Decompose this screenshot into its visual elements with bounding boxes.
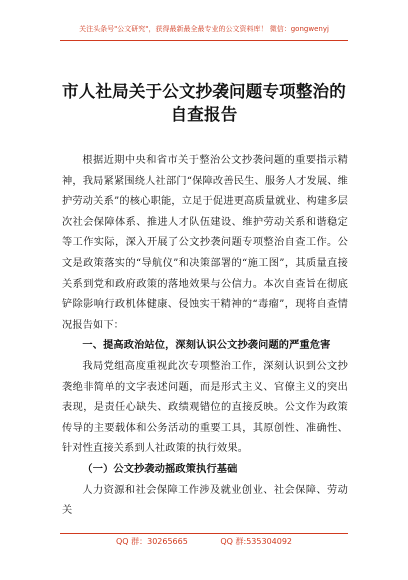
header-divider xyxy=(60,40,348,41)
intro-paragraph: 根据近期中央和省市关于整治公文抄袭问题的重要指示精神，我局紧紧围绕人社部门“保障改善民生、服务人才发展、维护劳动关系”的核心职能，立足于促进更高质量就业、构建多层次社会保障体系、推进人才队伍建设、维护劳动关系和谐稳定等工作实际，深入开展了公文抄袭问题专项整治自查工作。公文是政策落实的“导航仪”和决策部署的“施工图”，其质量直接关系到党和政府政策的落地效果与公信力。本次自查旨在彻底铲除影响行政机体健康、侵蚀实干精神的“毒瘤”，现将自查情况报告如下： xyxy=(62,155,348,331)
footer-qq-group-2: QQ 群:535304092 xyxy=(220,537,293,546)
footer xyxy=(20,536,388,547)
footer-qq-group-1: QQ 群：30265665 xyxy=(115,537,188,546)
subsection-paragraph: 人力资源和社会保障工作涉及就业创业、社会保障、劳动关 xyxy=(62,484,348,517)
document-body xyxy=(62,151,348,522)
footer-divider xyxy=(60,533,348,534)
header-banner: 关注头条号"公文研究"，获得最新最全最专业的公文资料库！ 微信：gongwenyj xyxy=(79,25,329,33)
section-heading: 一、提高政治站位，深刻认识公文抄袭问题的严重危害 xyxy=(82,340,331,352)
subsection-heading: （一）公文抄袭动摇政策执行基础 xyxy=(82,463,238,475)
document-title: 市人社局关于公文抄袭问题专项整治的自查报告 xyxy=(62,82,346,124)
section-paragraph: 我局党组高度重视此次专项整治工作，深刻认识到公文抄袭绝非简单的文字表述问题，而是形式主义、官僚主义的突出表现，是责任心缺失、政绩观错位的直接反映。公文作为政策传导的主要载体和公务活动的重要工具，其原创性、准确性、针对性直接关系到人社政策的执行效果。 xyxy=(62,360,348,455)
